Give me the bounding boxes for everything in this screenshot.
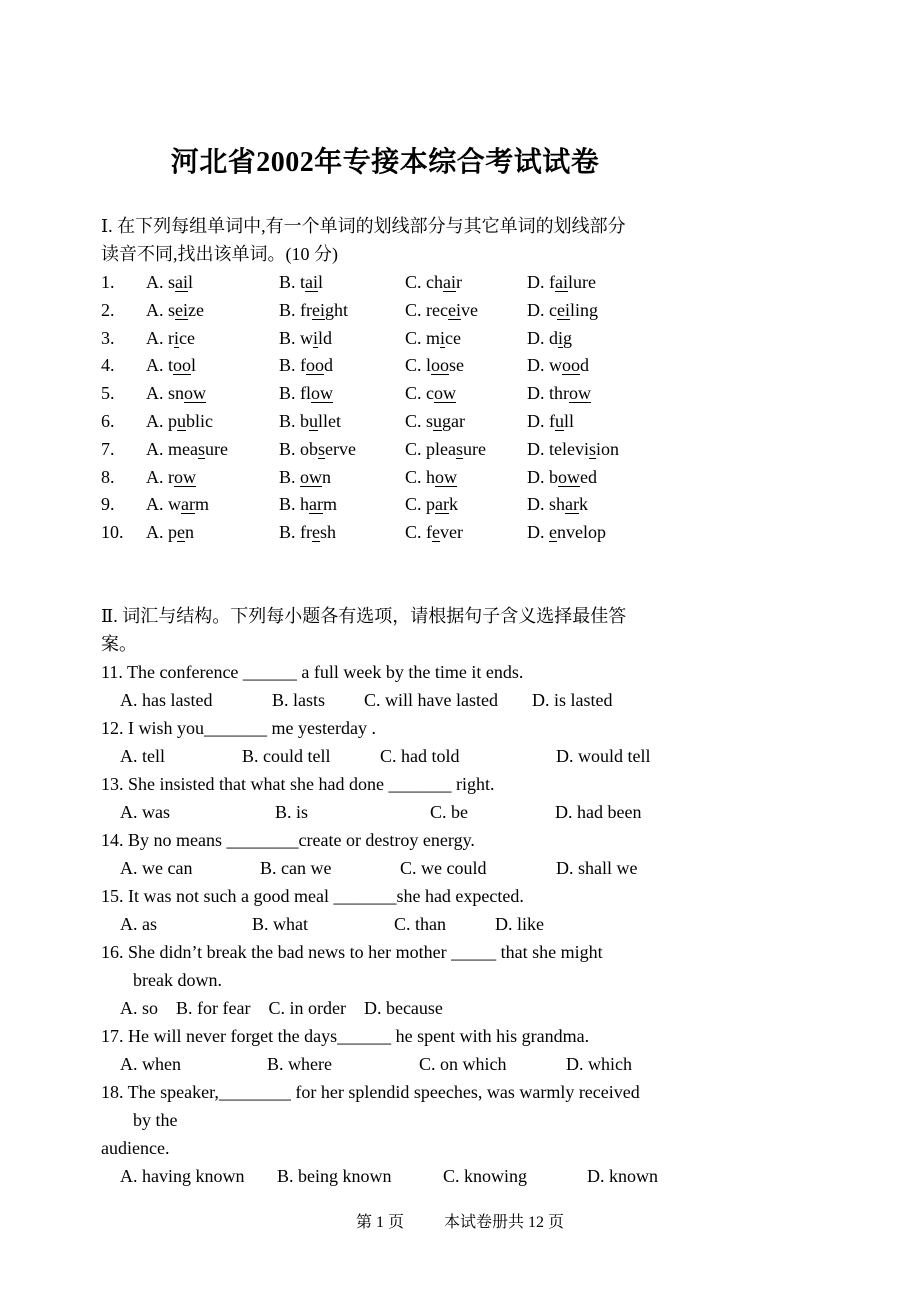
section1-instruction: Ⅰ. 在下列每组单词中,有一个单词的划线部分与其它单词的划线部分 — [101, 216, 626, 236]
question-13-stem: 13. She insisted that what she had done _______ right. — [101, 774, 495, 794]
option-c: C. mice — [405, 328, 462, 348]
underlined-segment: u — [309, 411, 319, 431]
page-footer — [0, 1209, 920, 1232]
question-number: 10. — [101, 522, 124, 542]
underlined-segment: e — [432, 522, 440, 542]
q15-option-b: B. what — [252, 914, 308, 934]
underlined-segment: ar — [565, 494, 579, 514]
option-a: A. public — [146, 411, 213, 431]
option-a: A. pen — [146, 522, 194, 542]
question-18-stem-cont: by the — [133, 1110, 178, 1130]
underlined-segment: ow — [184, 383, 207, 403]
underlined-segment: ow — [300, 467, 323, 487]
option-b: B. tail — [279, 272, 324, 292]
question-number: 4. — [101, 355, 115, 375]
option-d: D. dig — [527, 328, 573, 348]
underlined-segment: s — [318, 439, 326, 459]
option-b: B. observe — [279, 439, 357, 459]
underlined-segment: e — [177, 522, 185, 542]
page-total: 本试卷册共 12 页 — [444, 1214, 565, 1231]
underlined-segment: ow — [434, 383, 456, 403]
q14-option-a: A. we can — [120, 858, 193, 878]
underlined-segment: u — [177, 411, 186, 431]
q18-option-d: D. known — [587, 1166, 658, 1186]
underlined-segment: ow — [435, 467, 458, 487]
option-b: B. fresh — [279, 522, 337, 542]
q17-option-c: C. on which — [419, 1054, 507, 1074]
option-a: A. warm — [146, 494, 209, 514]
underlined-segment: ar — [309, 494, 323, 514]
option-b: B. freight — [279, 300, 349, 320]
option-c: C. pleasure — [405, 439, 486, 459]
question-17-stem: 17. He will never forget the days______ he spent with his grandma. — [101, 1026, 590, 1046]
question-14-stem: 14. By no means ________create or destroy energy. — [101, 830, 475, 850]
q14-option-d: D. shall we — [556, 858, 638, 878]
question-18-stem: 18. The speaker,________ for her splendid speeches, was warmly received — [101, 1082, 640, 1102]
question-number: 6. — [101, 411, 115, 431]
underlined-segment: i — [313, 328, 319, 348]
option-d: D. failure — [527, 272, 596, 292]
option-c: C. park — [405, 494, 458, 514]
option-a: A. tool — [146, 355, 197, 375]
underlined-segment: ai — [443, 272, 456, 292]
q11-option-c: C. will have lasted — [364, 690, 498, 710]
q12-option-c: C. had told — [380, 746, 460, 766]
underlined-segment: ai — [305, 272, 319, 292]
option-b: B. own — [279, 467, 332, 487]
q11-option-a: A. has lasted — [120, 690, 213, 710]
q16-options: A. so B. for fear C. in order D. because — [120, 998, 443, 1018]
option-b: B. wild — [279, 328, 333, 348]
q12-option-b: B. could tell — [242, 746, 331, 766]
option-c: C. fever — [405, 522, 463, 542]
option-b: B. harm — [279, 494, 338, 514]
option-c: C. chair — [405, 272, 462, 292]
question-number: 2. — [101, 300, 115, 320]
underlined-segment: ai — [175, 272, 189, 292]
question-12-stem: 12. I wish you_______ me yesterday . — [101, 718, 376, 738]
option-a: A. measure — [146, 439, 228, 459]
section1-instruction-cont: 读音不同,找出该单词。(10 分) — [101, 244, 338, 264]
q18-option-c: C. knowing — [443, 1166, 528, 1186]
q15-option-d: D. like — [495, 914, 544, 934]
q13-option-a: A. was — [120, 802, 170, 822]
underlined-segment: s — [197, 439, 205, 459]
q18-option-a: A. having known — [120, 1166, 245, 1186]
question-number: 8. — [101, 467, 115, 487]
q17-option-b: B. where — [267, 1054, 332, 1074]
q15-option-a: A. as — [120, 914, 157, 934]
underlined-segment: i — [174, 328, 180, 348]
option-a: A. rice — [146, 328, 195, 348]
underlined-segment: s — [588, 439, 596, 459]
option-a: A. seize — [146, 300, 204, 320]
question-number: 1. — [101, 272, 115, 292]
question-number: 9. — [101, 494, 115, 514]
option-a: A. snow — [146, 383, 207, 403]
underlined-segment: e — [549, 522, 557, 542]
underlined-segment: u — [433, 411, 443, 431]
option-c: C. sugar — [405, 411, 465, 431]
underlined-segment: e — [312, 522, 320, 542]
option-b: B. food — [279, 355, 333, 375]
question-number: 7. — [101, 439, 115, 459]
underlined-segment: u — [555, 411, 564, 431]
underlined-segment: ow — [311, 383, 334, 403]
underlined-segment: ei — [447, 300, 461, 320]
option-d: D. shark — [527, 494, 588, 514]
option-d: D. envelop — [527, 522, 606, 542]
q13-option-c: C. be — [430, 802, 468, 822]
underlined-segment: i — [440, 328, 446, 348]
q18-option-b: B. being known — [277, 1166, 392, 1186]
q13-option-d: D. had been — [555, 802, 642, 822]
option-c: C. receive — [405, 300, 478, 320]
section2-instruction: Ⅱ. 词汇与结构。下列每小题各有选项，请根据句子含义选择最佳答 — [101, 606, 627, 626]
q14-option-b: B. can we — [260, 858, 332, 878]
q11-option-b: B. lasts — [272, 690, 326, 710]
underlined-segment: ei — [312, 300, 325, 320]
option-b: B. flow — [279, 383, 334, 403]
underlined-segment: oo — [173, 355, 191, 375]
underlined-segment: i — [558, 328, 564, 348]
option-c: C. loose — [405, 355, 465, 375]
option-d: D. wood — [527, 355, 589, 375]
option-c: C. how — [405, 467, 458, 487]
question-11-stem: 11. The conference ______ a full week by the time it ends. — [101, 662, 524, 682]
underlined-segment: ei — [175, 300, 189, 320]
underlined-segment: ow — [569, 383, 591, 403]
question-15-stem: 15. It was not such a good meal _______she had expected. — [101, 886, 524, 906]
option-d: D. bowed — [527, 467, 597, 487]
option-d: D. full — [527, 411, 575, 431]
underlined-segment: ai — [555, 272, 568, 292]
underlined-segment: oo — [306, 355, 324, 375]
underlined-segment: ow — [558, 467, 580, 487]
question-number: 3. — [101, 328, 115, 348]
underlined-segment: oo — [562, 355, 580, 375]
q11-option-d: D. is lasted — [532, 690, 613, 710]
option-a: A. sail — [146, 272, 194, 292]
underlined-segment: ar — [435, 494, 449, 514]
q13-option-b: B. is — [275, 802, 309, 822]
option-d: D. television — [527, 439, 620, 459]
q15-option-c: C. than — [394, 914, 446, 934]
q12-option-a: A. tell — [120, 746, 165, 766]
option-b: B. bullet — [279, 411, 342, 431]
option-d: D. throw — [527, 383, 591, 403]
q14-option-c: C. we could — [400, 858, 487, 878]
question-number: 5. — [101, 383, 115, 403]
page-title: 河北省2002年专接本综合考试试卷 — [170, 147, 600, 178]
section2-instruction-cont: 案。 — [101, 634, 137, 654]
page-number: 第 1 页 — [355, 1214, 404, 1231]
question-16-stem: 16. She didn’t break the bad news to her mother _____ that she might — [101, 942, 603, 962]
question-18-stem-cont2: audience. — [101, 1138, 170, 1158]
q17-option-a: A. when — [120, 1054, 181, 1074]
option-a: A. row — [146, 467, 196, 487]
question-16-stem-cont: break down. — [133, 970, 222, 990]
q12-option-d: D. would tell — [556, 746, 651, 766]
underlined-segment: oo — [431, 355, 450, 375]
option-d: D. ceiling — [527, 300, 599, 320]
underlined-segment: s — [456, 439, 464, 459]
option-c: C. cow — [405, 383, 456, 403]
underlined-segment: ei — [557, 300, 570, 320]
underlined-segment: ow — [174, 467, 196, 487]
q17-option-d: D. which — [566, 1054, 632, 1074]
underlined-segment: ar — [181, 494, 195, 514]
